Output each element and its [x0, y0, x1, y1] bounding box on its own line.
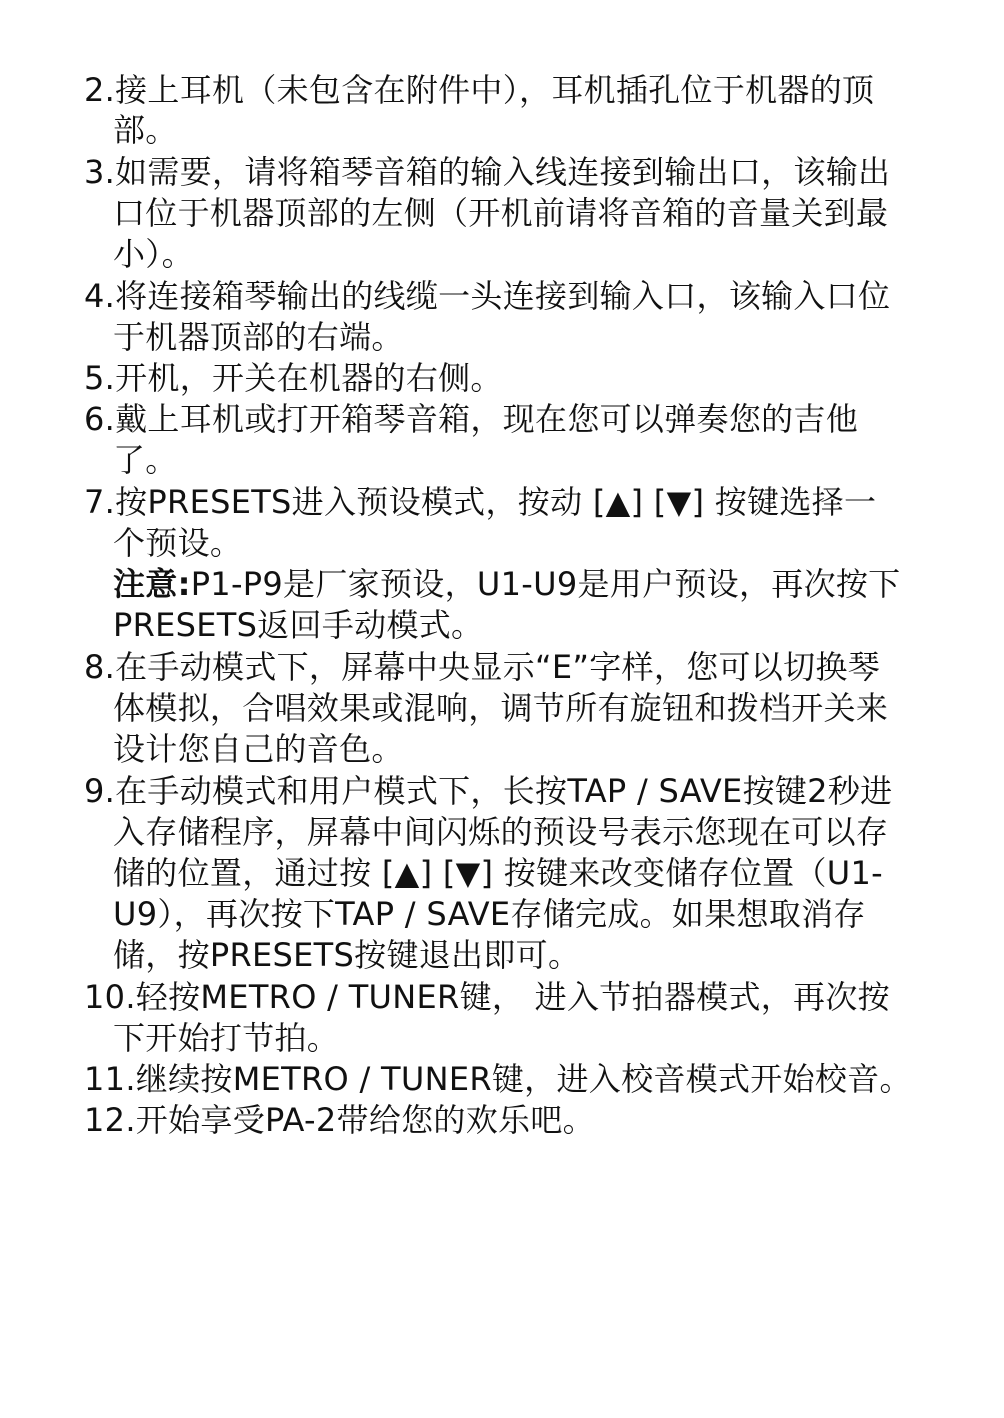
step-line: 9.在手动模式和用户模式下，长按TAP / SAVE按键2秒进	[84, 772, 893, 810]
step-line: 2.接上耳机（未包含在附件中），耳机插孔位于机器的顶	[84, 71, 875, 109]
step-line: 7.按PRESETS进入预设模式，按动 [▲] [▼] 按键选择一	[84, 483, 877, 521]
step-line: 个预设。	[113, 524, 243, 562]
note-label: 注意:	[113, 565, 191, 603]
step-line: 下开始打节拍。	[113, 1019, 340, 1057]
step-line: 10.轻按METRO / TUNER键， 进入节拍器模式，再次按	[84, 978, 890, 1016]
step-line: 了。	[113, 441, 178, 479]
step-line: 入存储程序，屏幕中间闪烁的预设号表示您现在可以存	[113, 813, 889, 851]
step-line: 11.继续按METRO / TUNER键，进入校音模式开始校音。	[84, 1060, 912, 1098]
step-line: 口位于机器顶部的左侧（开机前请将音箱的音量关到最	[113, 194, 889, 232]
step-line: U9），再次按下TAP / SAVE存储完成。如果想取消存	[113, 895, 866, 933]
step-line: 8.在手动模式下，屏幕中央显示“E”字样，您可以切换琴	[84, 648, 881, 686]
step-line: 于机器顶部的右端。	[113, 318, 404, 356]
step-line: 储的位置，通过按 [▲] [▼] 按键来改变储存位置（U1-	[113, 854, 884, 892]
step-line: 体模拟，合唱效果或混响，调节所有旋钮和拨档开关来	[113, 689, 889, 727]
step-line: 部。	[113, 111, 178, 149]
step-line: 4.将连接箱琴输出的线缆一头连接到输入口，该输入口位	[84, 277, 891, 315]
step-line: 储，按PRESETS按键退出即可。	[113, 936, 581, 974]
step-line: 小）。	[113, 235, 194, 273]
step-line: 设计您自己的音色。	[113, 730, 404, 768]
note-text: P1-P9是厂家预设，U1-U9是用户预设，再次按下	[190, 565, 901, 603]
note-line: PRESETS返回手动模式。	[113, 606, 484, 644]
step-line: 6.戴上耳机或打开箱琴音箱，现在您可以弹奏您的吉他	[84, 400, 859, 438]
step-line: 12.开始享受PA-2带给您的欢乐吧。	[84, 1101, 595, 1139]
step-line: 3.如需要，请将箱琴音箱的输入线连接到输出口，该输出	[84, 153, 891, 191]
step-line: 5.开机，开关在机器的右侧。	[84, 359, 503, 397]
note-line	[113, 564, 900, 604]
